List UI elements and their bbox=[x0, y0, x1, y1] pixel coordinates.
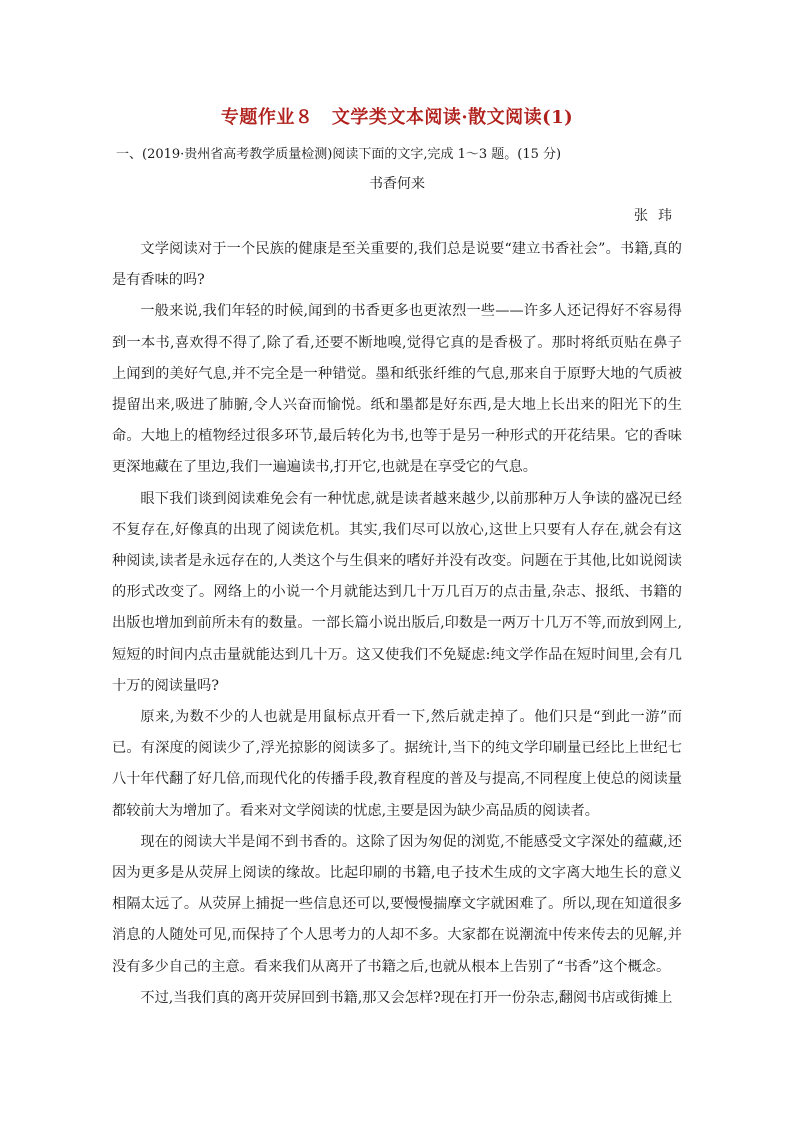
paragraph: 原来,为数不少的人也就是用鼠标点开看一下,然后就走掉了。他们只是“到此一游”而已。有深度的阅读少了,浮光掠影的阅读多了。据统计,当下的纯文学印刷量已经比上世纪七八十年代翻了好几倍,而现代化的传播手段,教育程度的普及与提高,不同程度上使总的阅读量都较前大为增加了。看来对文学阅读的忧虑,主要是因为缺少高品质的阅读者。 bbox=[112, 709, 682, 819]
paragraph: 一般来说,我们年轻的时候,闻到的书香更多也更浓烈一些——许多人还记得好不容易得到一本书,喜欢得不得了,除了看,还要不断地嗅,觉得它真的是香极了。那时将纸页贴在鼻子上闻到的美好气息,并不完全是一种错觉。墨和纸张纤维的气息,那来自于原野大地的气质被提留出来,吸进了肺腑,令人兴奋而愉悦。纸和墨都是好东西,是大地上长出来的阳光下的生命。大地上的植物经过很多环节,最后转化为书,也等于是另一种形式的开花结果。它的香味更深地藏在了里边,我们一遍遍读书,打开它,也就是在享受它的气息。 bbox=[112, 303, 682, 476]
question-prompt: 一、(2019·贵州省高考教学质量检测)阅读下面的文字,完成 1～3 题。(15 分) bbox=[116, 147, 562, 162]
article-title: 书香何来 bbox=[369, 176, 425, 192]
page-title: 专题作业８ 文学类文本阅读·散文阅读(1) bbox=[220, 107, 574, 128]
article-body bbox=[112, 234, 682, 1014]
paragraph: 眼下我们谈到阅读难免会有一种忧虑,就是读者越来越少,以前那种万人争读的盛况已经不复存在,好像真的出现了阅读危机。其实,我们尽可以放心,这世上只要有人存在,就会有这种阅读,读者是永远存在的,人类这个与生俱来的嗜好并没有改变。问题在于其他,比如说阅读的形式改变了。网络上的小说一个月就能达到几十万几百万的点击量,杂志、报纸、书籍的出版也增加到前所未有的数量。一部长篇小说出版后,印数是一两万十几万不等,而放到网上,短短的时间内点击量就能达到几十万。这又使我们不免疑虑:纯文学作品在短时间里,会有几十万的阅读量吗? bbox=[112, 490, 682, 694]
paragraph: 现在的阅读大半是闻不到书香的。这除了因为匆促的浏览,不能感受文字深处的蕴藏,还因为更多是从荧屏上阅读的缘故。比起印刷的书籍,电子技术生成的文字离大地生长的意义相隔太远了。从荧屏上捕捉一些信息还可以,要慢慢揣摩文字就困难了。所以,现在知道很多消息的人随处可见,而保持了个人思考力的人却不多。大家都在说潮流中传来传去的见解,并没有多少自己的主意。看来我们从离开了书籍之后,也就从根本上告别了“书香”这个概念。 bbox=[112, 833, 682, 975]
paragraph: 不过,当我们真的离开荧屏回到书籍,那又会怎样?现在打开一份杂志,翻阅书店或街摊上 bbox=[140, 989, 673, 1006]
paragraph: 文学阅读对于一个民族的健康是至关重要的,我们总是说要“建立书香社会”。书籍,真的是有香味的吗? bbox=[112, 241, 682, 289]
article-author: 张玮 bbox=[634, 208, 682, 224]
